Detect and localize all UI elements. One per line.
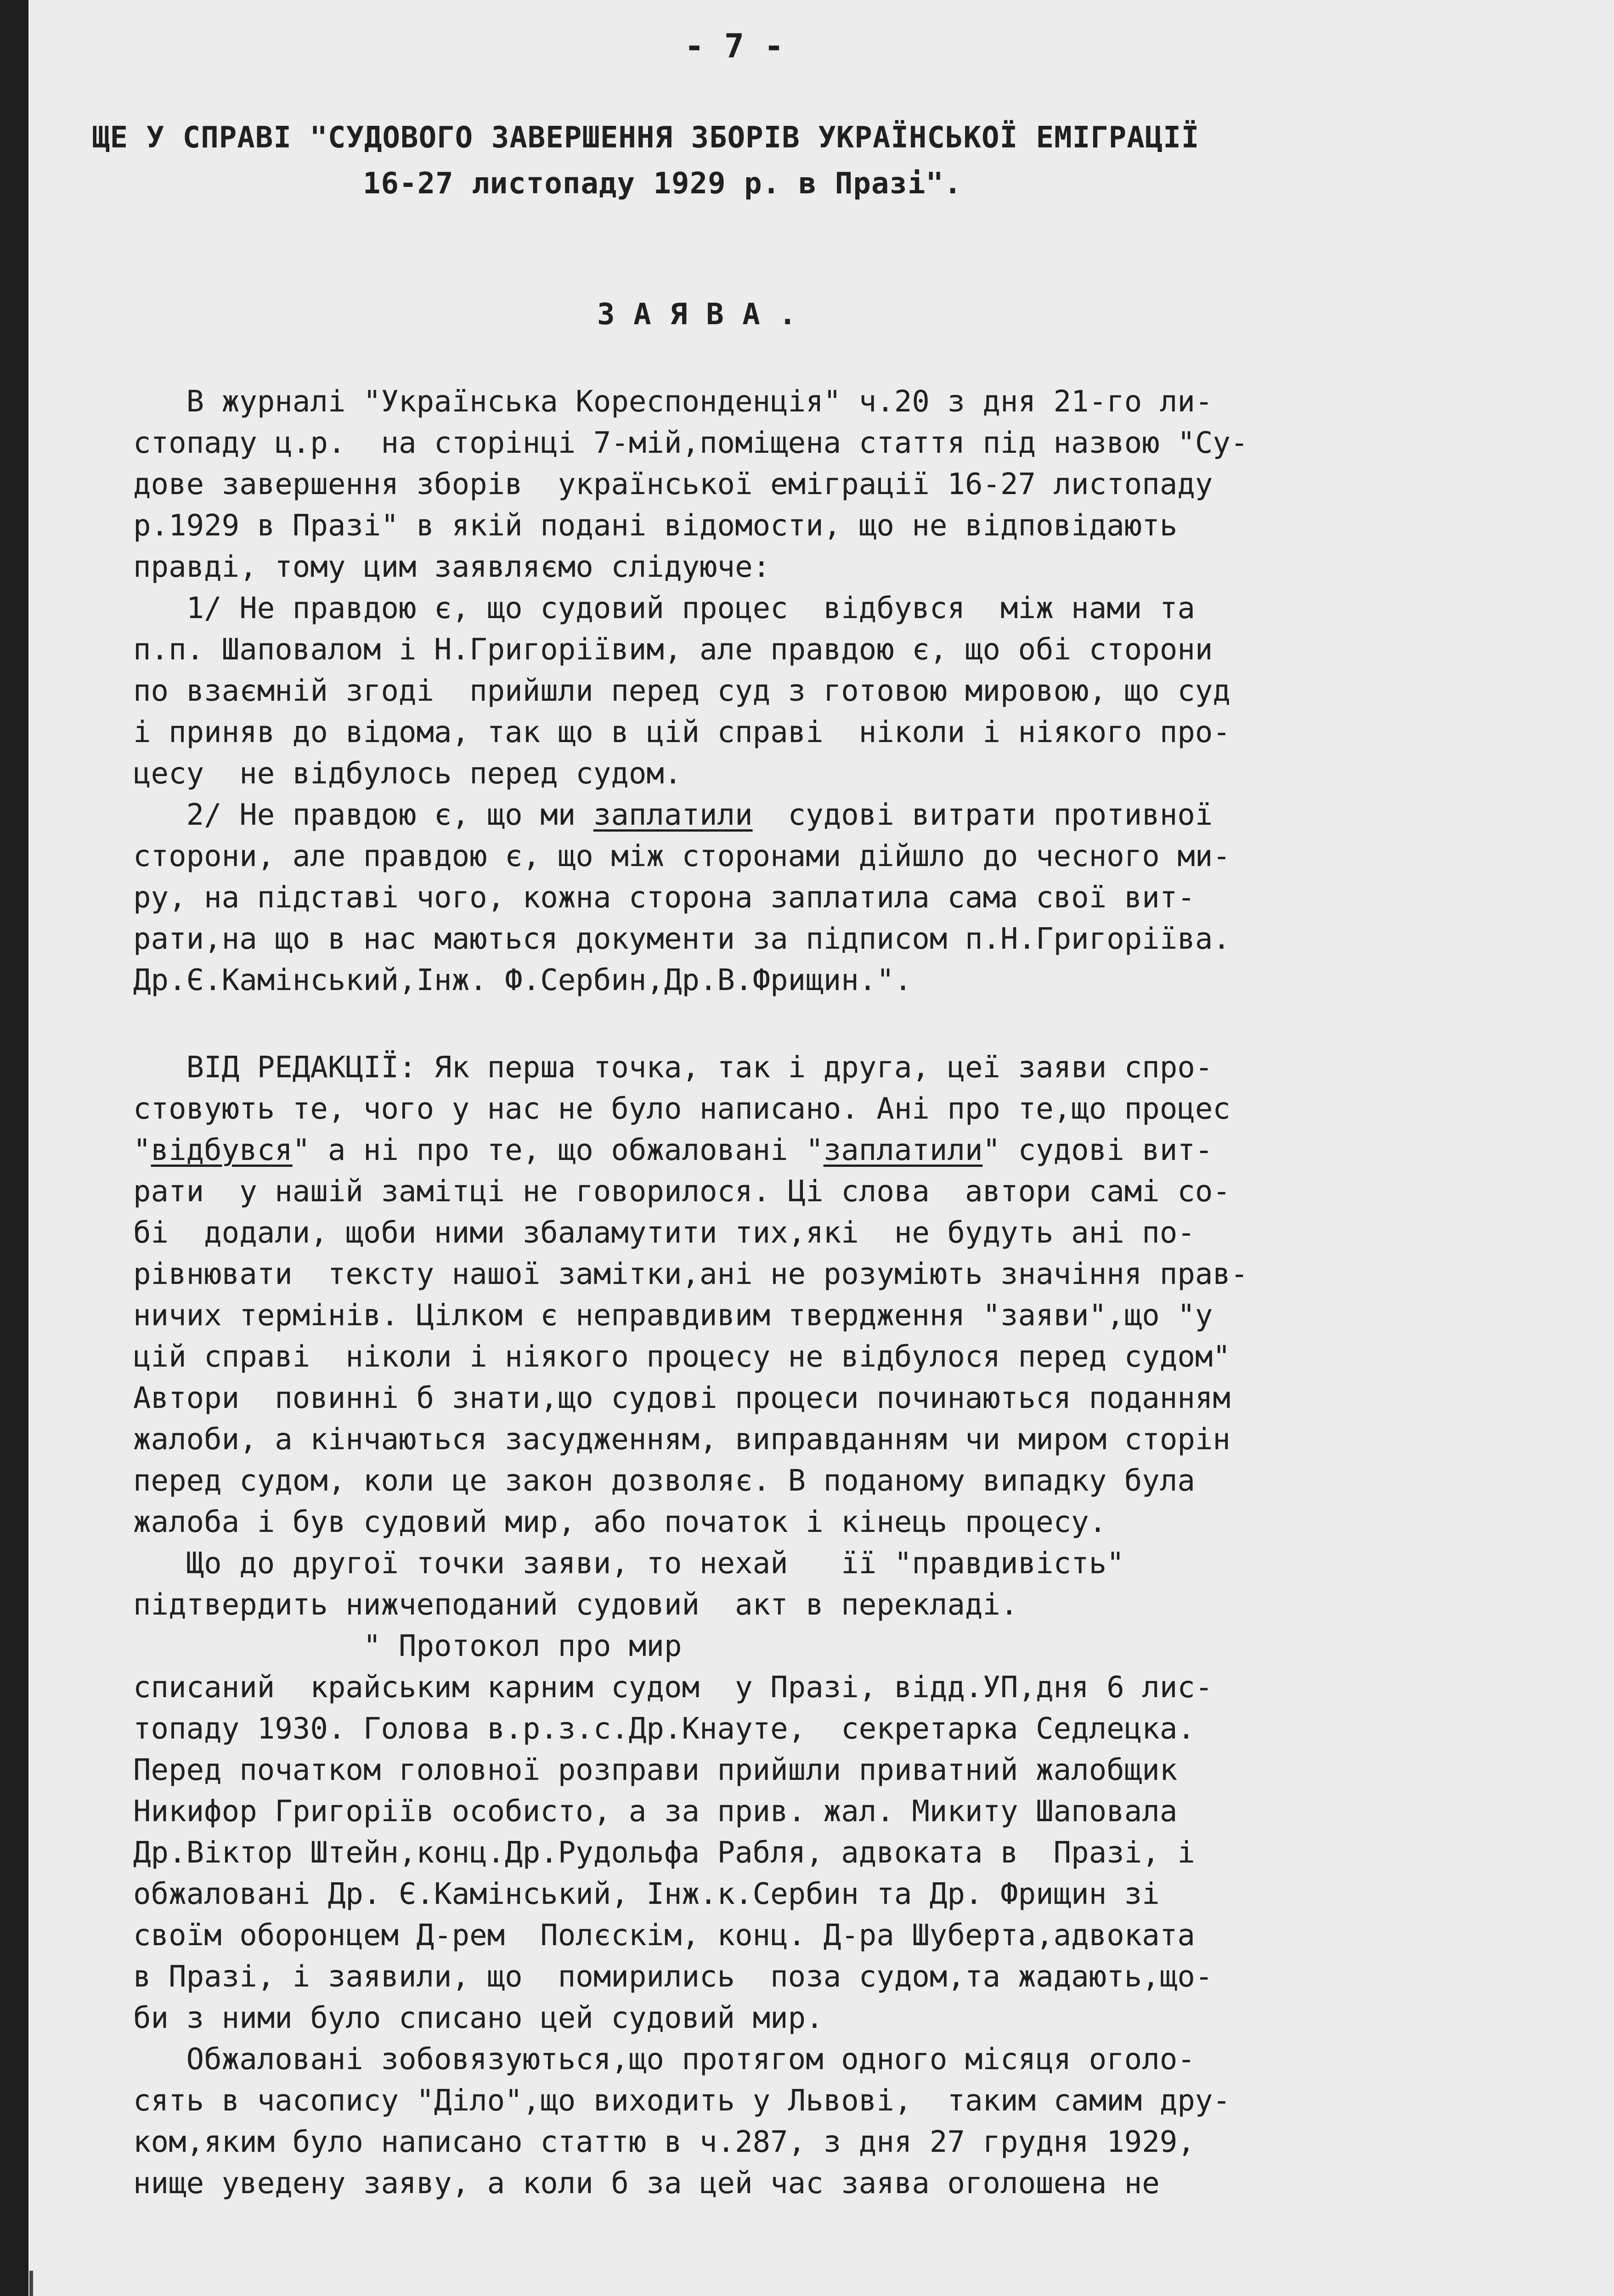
protocol-line: своїм оборонцем Д-рем Полєскім, конц. Д-ра Шуберта,адвоката	[133, 1919, 1195, 1953]
protocol-line: нище уведену заяву, а коли б за цей час заява оголошена не	[133, 2167, 1160, 2200]
protocol-line: Обжаловані зобовязуються,що протягом одного місяця оголо-	[133, 2043, 1195, 2077]
statement-line: по взаємній згоді прийшли перед суд з готовою мировою, що суд	[133, 674, 1230, 708]
statement-line: р.1929 в Празі" в якій подані відомости, що не відповідають	[133, 509, 1178, 543]
editorial-line: стовують те, чого у нас не було написано. Ані про те,що процес	[133, 1092, 1230, 1126]
protocol-line: топаду 1930. Голова в.р.з.с.Др.Кнауте, секретарка Седлецка.	[133, 1712, 1195, 1746]
editorial-line: ВІД РЕДАКЦІЇ: Як перша точка, так і друга, цеї заяви спро-	[133, 1051, 1213, 1085]
protocol-line: обжаловані Др. Є.Камінський, Інж.к.Сербин та Др. Фрищин зі	[133, 1877, 1160, 1911]
editorial-line: Що до другої точки заяви, то нехай її "правдивість"	[133, 1547, 1124, 1581]
protocol-line: Перед початком головної розправи прийшли приватний жалобщик	[133, 1753, 1178, 1787]
text-run: " судові вит-	[982, 1133, 1213, 1167]
protocol-line: в Празі, і заявили, що помирились поза судом,та жадають,що-	[133, 1960, 1213, 1994]
statement-line	[133, 794, 1213, 836]
editorial-line: цій справі ніколи і ніякого процесу не відбулося перед судом"	[133, 1340, 1230, 1374]
protocol-line: ком,яким було написано статтю в ч.287, з дня 27 грудня 1929,	[133, 2125, 1195, 2159]
statement-line: ру, на підставі чого, кожна сторона заплатила сама свої вит-	[133, 881, 1195, 915]
statement-title: З А Я В А .	[597, 298, 797, 332]
statement-line: стопаду ц.р. на сторінці 7-мій,поміщена стаття під назвою "Су-	[133, 426, 1248, 460]
underlined-word: заплатили	[823, 1133, 983, 1167]
statement-line: правді, тому цим заявляємо слідуюче:	[133, 550, 771, 584]
editorial-line: Автори повинні б знати,що судові процеси починаються поданням	[133, 1381, 1230, 1415]
protocol-line: Никифор Григоріїв особисто, а за прив. жал. Микиту Шаповала	[133, 1795, 1178, 1829]
protocol-line: списаний крайським карним судом у Празі, відд.УП,дня 6 лис-	[133, 1671, 1213, 1705]
protocol-line: би з ними було списано цей судовий мир.	[133, 2001, 824, 2035]
statement-signatures: Др.Є.Камінський,Інж. Ф.Сербин,Др.В.Фрищин.".	[133, 963, 912, 997]
editorial-line: рати у нашій замітці не говорилося. Ці слова автори самі со-	[133, 1175, 1230, 1209]
protocol-title: " Протокол про мир	[133, 1629, 682, 1663]
statement-line: 1/ Не правдою є, що судовий процес відбувся між нами та	[133, 591, 1195, 625]
scan-left-border	[0, 0, 28, 2296]
text-run: судові витрати противної	[752, 798, 1213, 832]
text-run: " а ні про те, що обжаловані "	[292, 1133, 824, 1167]
underlined-word: заплатили	[593, 798, 753, 832]
statement-line: п.п. Шаповалом і Н.Григоріївим, але правдою є, що обі сторони	[133, 633, 1213, 667]
statement-line: цесу не відбулось перед судом.	[133, 757, 682, 791]
protocol-line: Др.Віктор Штейн,конц.Др.Рудольфа Рабля, адвоката в Празі, і	[133, 1836, 1195, 1870]
heading-line-1: ЩЕ У СПРАВІ "СУДОВОГО ЗАВЕРШЕННЯ ЗБОРІВ УКРАЇНСЬКОЇ ЕМІГРАЦІЇ	[92, 121, 1200, 155]
protocol-line: сять в часопису "Діло",що виходить у Львові, таким самим дру-	[133, 2084, 1230, 2118]
page-number: - 7 -	[684, 27, 784, 65]
statement-line: і приняв до відома, так що в цій справі ніколи і ніякого про-	[133, 715, 1230, 749]
editorial-line: підтвердить нижчеподаний судовий акт в перекладі.	[133, 1588, 1018, 1622]
statement-line: рати,на що в нас маються документи за підписом п.Н.Григоріїва.	[133, 922, 1230, 956]
editorial-line: перед судом, коли це закон дозволяє. В поданому випадку була	[133, 1464, 1195, 1498]
text-run: 2/ Не правдою є, що ми	[133, 798, 593, 832]
statement-line: В журналі "Українська Кореспонденція" ч.20 з дня 21-го ли-	[133, 385, 1213, 419]
editorial-line: рівнювати тексту нашої замітки,ані не розуміють значіння прав-	[133, 1257, 1248, 1291]
text-run: "	[133, 1133, 151, 1167]
editorial-line: жалоби, а кінчаються засудженням, виправданням чи миром сторін	[133, 1423, 1230, 1457]
scan-edge-mark	[29, 2271, 33, 2296]
statement-line: дове завершення зборів української еміграції 16-27 листопаду	[133, 467, 1213, 501]
editorial-line: ничих термінів. Цілком є неправдивим твердження "заяви",що "у	[133, 1299, 1213, 1333]
statement-line: сторони, але правдою є, що між сторонами дійшло до чесного ми-	[133, 839, 1230, 873]
editorial-line	[133, 1130, 1213, 1171]
editorial-line: жалоба і був судовий мир, або початок і кінець процесу.	[133, 1505, 1107, 1539]
editorial-line: бі додали, щоби ними збаламутити тих,які не будуть ані по-	[133, 1216, 1195, 1250]
heading-line-2: 16-27 листопаду 1929 р. в Празі".	[363, 167, 962, 201]
underlined-word: відбувся	[151, 1133, 293, 1167]
